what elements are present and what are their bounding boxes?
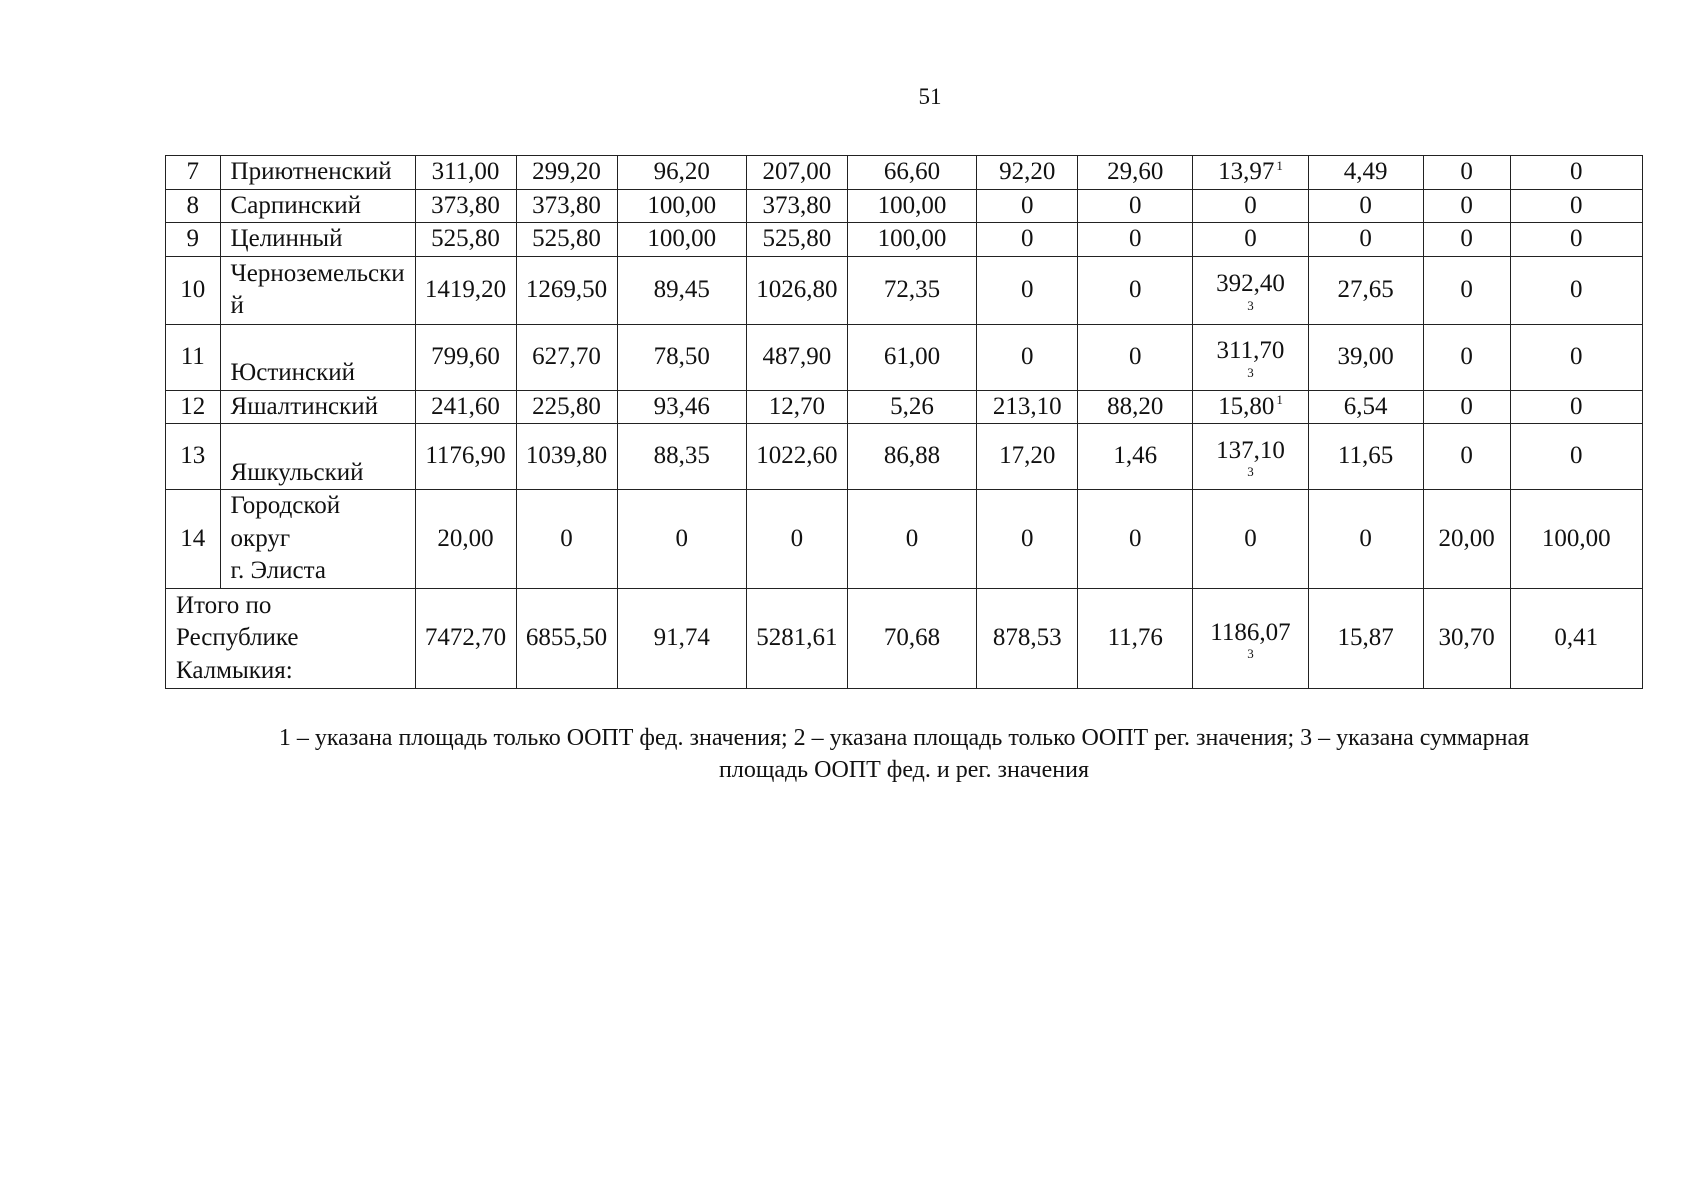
cell-value: 878,53 [977,589,1078,689]
cell-value: 0 [1078,324,1193,390]
row-number: 8 [166,189,221,223]
cell-value: 0 [1423,390,1510,424]
cell-value: 0 [1510,424,1642,490]
cell-value: 93,46 [617,390,746,424]
cell-value: 89,45 [617,256,746,324]
row-number: 10 [166,256,221,324]
footnote [165,722,1643,787]
cell-value-with-footnote [1193,589,1308,689]
district-name: Приютненский [220,156,415,190]
cell-value: 0 [1078,490,1193,589]
table-row [166,189,1643,223]
total-label-line: Итого по [176,591,272,619]
cell-value-with-footnote [1193,256,1308,324]
cell-value: 241,60 [415,390,516,424]
cell-value: 72,35 [847,256,976,324]
cell-value: 0 [977,256,1078,324]
cell-value: 0 [1423,223,1510,257]
cell-value: 12,70 [746,390,847,424]
cell-value: 78,50 [617,324,746,390]
table-row [166,223,1643,257]
cell-value: 0 [1510,156,1642,190]
cell-value: 799,60 [415,324,516,390]
cell-value: 100,00 [1510,490,1642,589]
cell-value: 5,26 [847,390,976,424]
cell-value: 27,65 [1308,256,1423,324]
cell-value: 100,00 [847,223,976,257]
cell-value: 1419,20 [415,256,516,324]
footnote-marker: 1 [1276,392,1283,408]
cell-value: 1269,50 [516,256,617,324]
cell-value: 0 [1423,256,1510,324]
cell-value: 91,74 [617,589,746,689]
footnote-marker: 3 [1247,464,1254,480]
district-name-line: г. Элиста [230,557,326,585]
cell-value-with-footnote [1193,424,1308,490]
cell-value: 627,70 [516,324,617,390]
cell-value: 0 [1510,324,1642,390]
cell-value: 0 [977,223,1078,257]
cell-value: 0 [1308,189,1423,223]
cell-value: 137,10 [1216,436,1285,464]
cell-value: 373,80 [746,189,847,223]
footnote-marker: 1 [1276,157,1283,173]
cell-value: 373,80 [415,189,516,223]
district-name: Яшкульский [220,424,415,490]
district-name: Яшалтинский [220,390,415,424]
cell-value: 525,80 [516,223,617,257]
cell-value: 299,20 [516,156,617,190]
cell-value: 100,00 [617,223,746,257]
district-name: Черноземельский [220,256,415,324]
total-label [166,589,416,689]
district-name: Юстинский [220,324,415,390]
page-number: 51 [918,84,942,109]
cell-value: 1026,80 [746,256,847,324]
cell-value: 100,00 [847,189,976,223]
cell-value: 0 [1423,189,1510,223]
cell-value: 4,49 [1308,156,1423,190]
cell-value: 525,80 [746,223,847,257]
cell-value: 1022,60 [746,424,847,490]
cell-value: 0 [1193,490,1308,589]
cell-value: 311,00 [415,156,516,190]
cell-value: 0 [1078,223,1193,257]
cell-value: 373,80 [516,189,617,223]
cell-value: 1,46 [1078,424,1193,490]
cell-value: 66,60 [847,156,976,190]
cell-value: 11,76 [1078,589,1193,689]
table-row [166,156,1643,190]
cell-value: 92,20 [977,156,1078,190]
row-number: 13 [166,424,221,490]
cell-value-with-footnote [1193,324,1308,390]
row-number: 11 [166,324,221,390]
cell-value: 0 [1423,324,1510,390]
cell-value: 17,20 [977,424,1078,490]
cell-value: 0 [1078,256,1193,324]
cell-value: 0 [977,324,1078,390]
cell-value: 88,35 [617,424,746,490]
cell-value: 311,70 [1216,337,1285,365]
cell-value: 13,97 [1218,158,1275,185]
cell-value: 1039,80 [516,424,617,490]
footnote-marker: 3 [1247,364,1254,380]
cell-value: 7472,70 [415,589,516,689]
cell-value: 0 [1193,223,1308,257]
cell-value: 0 [1423,156,1510,190]
table-row [166,324,1643,390]
table-row [166,424,1643,490]
cell-value: 225,80 [516,390,617,424]
row-number: 9 [166,223,221,257]
cell-value-with-footnote [1193,156,1308,190]
cell-value: 6855,50 [516,589,617,689]
row-number: 12 [166,390,221,424]
footnote-line: площадь ООПТ фед. и рег. значения [719,757,1089,784]
cell-value: 0 [1308,223,1423,257]
district-name: Целинный [220,223,415,257]
table-row [166,490,1643,589]
row-number: 7 [166,156,221,190]
cell-value: 213,10 [977,390,1078,424]
district-name-line: округ [230,524,291,552]
cell-value: 5281,61 [746,589,847,689]
protected-areas-table [165,155,1643,689]
cell-value: 0 [1510,223,1642,257]
cell-value: 15,80 [1218,392,1275,420]
table-row [166,390,1643,424]
cell-value: 6,54 [1308,390,1423,424]
cell-value: 207,00 [746,156,847,190]
footnote-marker: 3 [1247,297,1254,313]
cell-value: 61,00 [847,324,976,390]
cell-value: 0 [1193,189,1308,223]
cell-value: 39,00 [1308,324,1423,390]
cell-value: 0 [977,490,1078,589]
cell-value: 96,20 [617,156,746,190]
district-name [220,490,415,589]
footnote-line: 1 – указана площадь только ООПТ фед. значения; 2 – указана площадь только ООПТ рег. значения; 3 – указана суммарная [278,725,1530,751]
cell-value: 1176,90 [415,424,516,490]
cell-value: 86,88 [847,424,976,490]
cell-value: 0 [1423,424,1510,490]
cell-value: 88,20 [1078,390,1193,424]
cell-value: 525,80 [415,223,516,257]
cell-value: 11,65 [1308,424,1423,490]
cell-value: 30,70 [1423,589,1510,689]
total-label-line: Республике [176,624,299,652]
cell-value: 20,00 [415,490,516,589]
row-number: 14 [166,490,221,589]
cell-value: 0 [1078,189,1193,223]
district-name: Сарпинский [220,189,415,223]
cell-value: 487,90 [746,324,847,390]
table-row [166,256,1643,324]
cell-value: 15,87 [1308,589,1423,689]
cell-value-with-footnote [1193,390,1308,424]
cell-value: 0,41 [1510,589,1642,689]
cell-value: 29,60 [1078,156,1193,190]
footnote-marker: 3 [1247,646,1254,662]
cell-value: 0 [1308,490,1423,589]
district-name-line: Городской [230,492,341,520]
cell-value: 20,00 [1423,490,1510,589]
cell-value: 0 [1510,390,1642,424]
cell-value: 0 [847,490,976,589]
total-row [166,589,1643,689]
cell-value: 100,00 [617,189,746,223]
cell-value: 0 [746,490,847,589]
cell-value: 70,68 [847,589,976,689]
cell-value: 1186,07 [1210,618,1291,646]
total-label-line: Калмыкия: [176,656,293,684]
cell-value: 392,40 [1216,270,1285,298]
cell-value: 0 [1510,256,1642,324]
cell-value: 0 [516,490,617,589]
cell-value: 0 [1510,189,1642,223]
cell-value: 0 [617,490,746,589]
cell-value: 0 [977,189,1078,223]
